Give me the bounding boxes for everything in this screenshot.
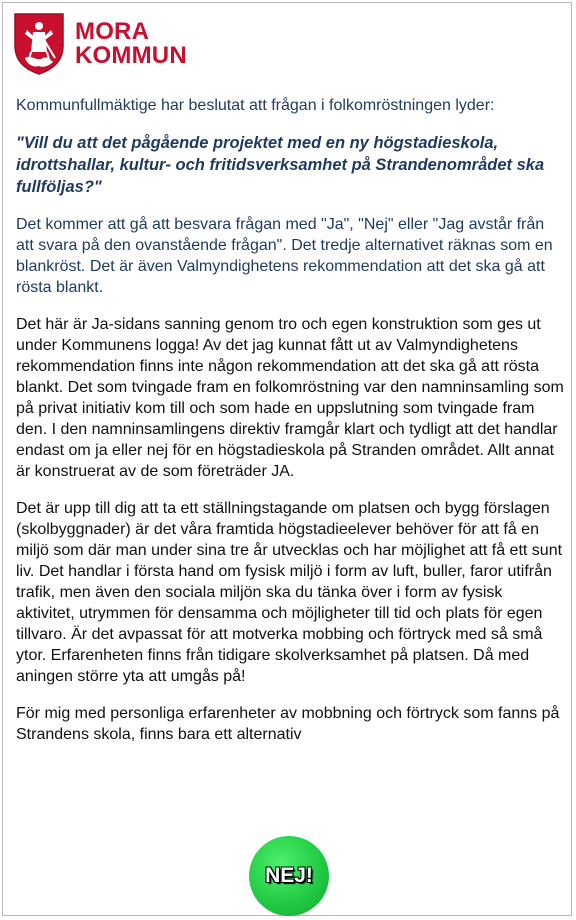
article-body xyxy=(16,95,564,761)
paragraph-3: Det är upp till dig att ta ett ställningstagande om platsen och bygg förslagen (skolbyggnader) är det våra framtida högstadieelever behöver för att få en miljö som där man under sina tre år utvecklas och har möjlighet att få ett sunt liv. Det handlar i första hand om fysisk miljö i form av luft, buller, faror utifrån trafik, men även den sociala miljön ska du tänka över i form av fysisk aktivitet, utrymmen för densamma och möjligheter till tid och plats för egen tillvaro. Är det avpassat för att motverka mobbing och förtryck med så små ytor. Erfarenheten finns från tidigare skolverksamhet på platsen. Då med aningen större yta att umgås på! xyxy=(16,500,563,685)
intro-text: Kommunfullmäktige har beslutat att frågan i folkomröstningen lyder: xyxy=(16,97,495,114)
brand-line-1: MORA xyxy=(75,18,150,45)
brand-line-2: KOMMUN xyxy=(75,42,187,69)
paragraph-4: För mig med personliga erfarenheter av mobbning och förtryck som fanns på Strandens skola, finns bara ett alternativ xyxy=(16,705,560,743)
paragraph-1: Det kommer att gå att besvara frågan med "Ja", "Nej" eller "Jag avstår från att svara på den ovanstående frågan". Det tredje alternativet räknas som en blankröst. Det är även Valmyndighetens rekommendation att det ska gå att rösta blankt. xyxy=(16,216,553,296)
referendum-question: "Vill du att det pågående projektet med en ny högstadieskola, idrottshallar, kultur- och fritidsverksamhet på Strandenområdet ska fullföljas?" xyxy=(16,134,545,196)
coat-of-arms-icon xyxy=(13,12,65,76)
brand-name xyxy=(75,20,187,68)
header xyxy=(13,12,187,76)
nej-vote-button[interactable]: NEJ! xyxy=(249,836,329,916)
paragraph-2: Det här är Ja-sidans sanning genom tro och egen konstruktion som ges ut under Kommunens logga! Av det jag kunnat fått ut av Valmyndighetens rekommendation finns inte någon rekommendation att det ska gå att rösta blankt. Det som tvingade fram en folkomröstning var den namninsamling som på privat initiativ kom till och som hade en uppslutning som tvingade fram den. I den namninsamlingens direktiv framgår klart och tydligt att det handlar endast om ja eller nej för en högstadieskola på Stranden området. Allt annat är konstruerat av de som företräder JA. xyxy=(16,316,564,480)
